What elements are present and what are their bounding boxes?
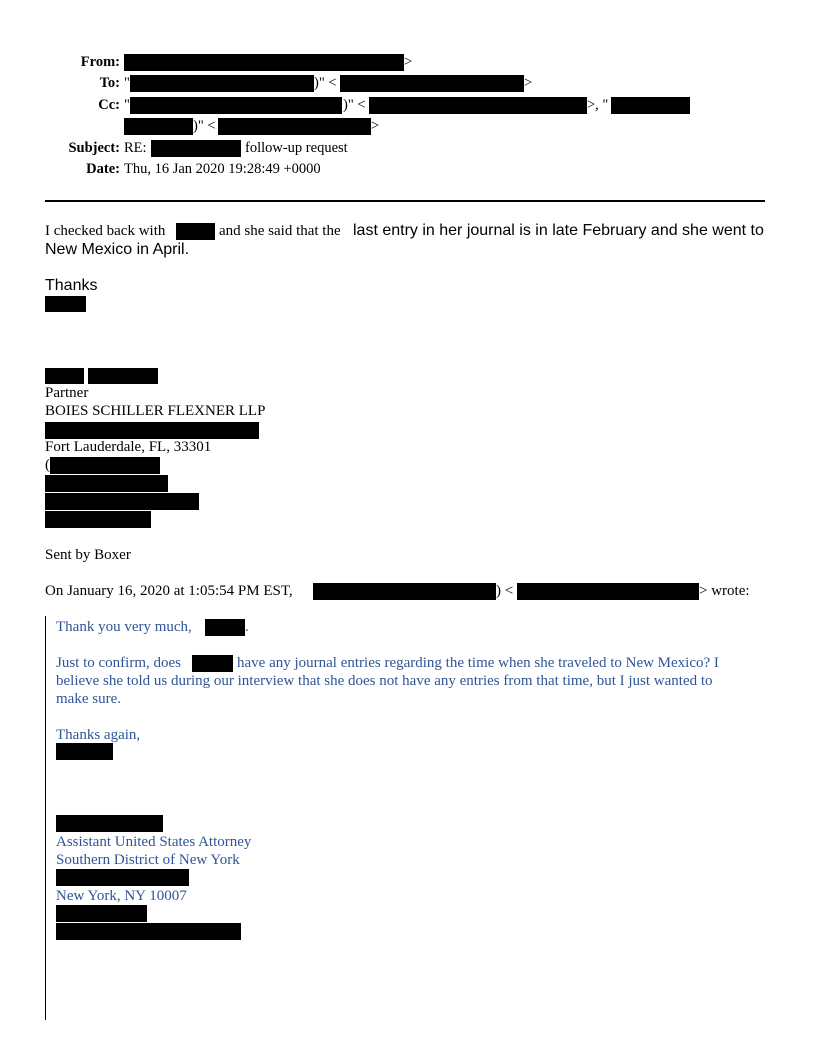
- redacted-sig-phone: [50, 457, 160, 474]
- quoted-thank-you: Thank you very much,: [56, 619, 192, 635]
- redacted-quoted-sig-phone: [56, 905, 147, 922]
- to-tail: >: [524, 75, 533, 91]
- redacted-sender-first-name: [45, 296, 86, 312]
- from-label: From:: [80, 54, 120, 70]
- to-separator: )" <: [314, 75, 337, 91]
- from-tail: >: [404, 54, 413, 70]
- redacted-cc2-name-start: [611, 97, 690, 114]
- reply-line2: New Mexico in April.: [45, 241, 190, 258]
- cc-label: Cc:: [98, 97, 120, 113]
- redacted-sig-line1: [45, 475, 168, 492]
- redacted-to-name: [130, 75, 314, 92]
- cc-tail: >, ": [587, 97, 609, 113]
- cc2-tail: >: [371, 118, 380, 134]
- date-label: Date:: [86, 161, 120, 177]
- subject-suffix: follow-up request: [245, 140, 348, 156]
- redacted-quoted-sender-name: [313, 583, 496, 600]
- redacted-sig-street: [45, 422, 259, 439]
- reply-thanks: Thanks: [45, 277, 98, 294]
- redacted-subject-name: [151, 140, 241, 157]
- sig-title: Partner: [45, 385, 89, 401]
- to-quote: ": [124, 75, 130, 91]
- redacted-sig-first: [45, 368, 84, 384]
- redacted-cc-name: [130, 97, 342, 114]
- redacted-cc-address: [369, 97, 587, 114]
- redacted-cc2-address: [218, 118, 371, 135]
- redacted-quoted-addressee: [205, 619, 245, 636]
- quoted-sig-city: New York, NY 10007: [56, 888, 187, 904]
- subject-prefix: RE:: [124, 140, 147, 156]
- redacted-name: [176, 223, 215, 240]
- quoted-thanks-again: Thanks again,: [56, 727, 141, 743]
- sig-phone-prefix: (: [45, 457, 50, 473]
- redacted-from-address: [124, 54, 404, 71]
- sent-by: Sent by Boxer: [45, 547, 131, 563]
- quoted-p2-line3: make sure.: [56, 691, 121, 707]
- redacted-to-address: [340, 75, 524, 92]
- redacted-sig-line2: [45, 493, 199, 510]
- header-divider: [45, 200, 765, 202]
- redacted-quoted-sig-name: [56, 815, 163, 832]
- quote-attribution-mid: ) <: [496, 583, 514, 599]
- redacted-cc2-name-end: [124, 118, 193, 135]
- quoted-p2-b: have any journal entries regarding the time when she traveled to New Mexico? I: [237, 655, 719, 671]
- cc-separator: )" <: [343, 97, 366, 113]
- redacted-quoted-sig-street: [56, 869, 189, 886]
- date-value: Thu, 16 Jan 2020 19:28:49 +0000: [124, 161, 321, 177]
- cc-quote: ": [124, 97, 130, 113]
- sig-city: Fort Lauderdale, FL, 33301: [45, 439, 212, 455]
- redacted-quoted-sender-first: [56, 743, 113, 760]
- quoted-period: .: [245, 619, 249, 635]
- quoted-sig-office: Southern District of New York: [56, 852, 240, 868]
- redacted-quoted-subject: [192, 655, 233, 672]
- reply-line1-c: last entry in her journal is in late February and she went to: [353, 222, 764, 239]
- quote-attribution-prefix: On January 16, 2020 at 1:05:54 PM EST,: [45, 583, 293, 599]
- redacted-sig-line3: [45, 511, 151, 528]
- quoted-p2-a: Just to confirm, does: [56, 655, 181, 671]
- redacted-quoted-sender-address: [517, 583, 699, 600]
- reply-line1-a: I checked back with: [45, 223, 166, 239]
- cc2-separator: )" <: [193, 118, 216, 134]
- to-label: To:: [99, 75, 120, 91]
- quote-bar: [45, 616, 46, 1020]
- quoted-p2-line2: believe she told us during our interview that she does not have any entries from that time, but I just wanted to: [56, 673, 713, 689]
- subject-label: Subject:: [68, 140, 120, 156]
- redacted-quoted-sig-email: [56, 923, 241, 940]
- quoted-sig-title: Assistant United States Attorney: [56, 834, 252, 850]
- redacted-sig-last: [88, 368, 158, 384]
- reply-line1-b: and she said that the: [219, 223, 341, 239]
- sig-firm: BOIES SCHILLER FLEXNER LLP: [45, 403, 266, 419]
- quote-attribution-suffix: > wrote:: [699, 583, 750, 599]
